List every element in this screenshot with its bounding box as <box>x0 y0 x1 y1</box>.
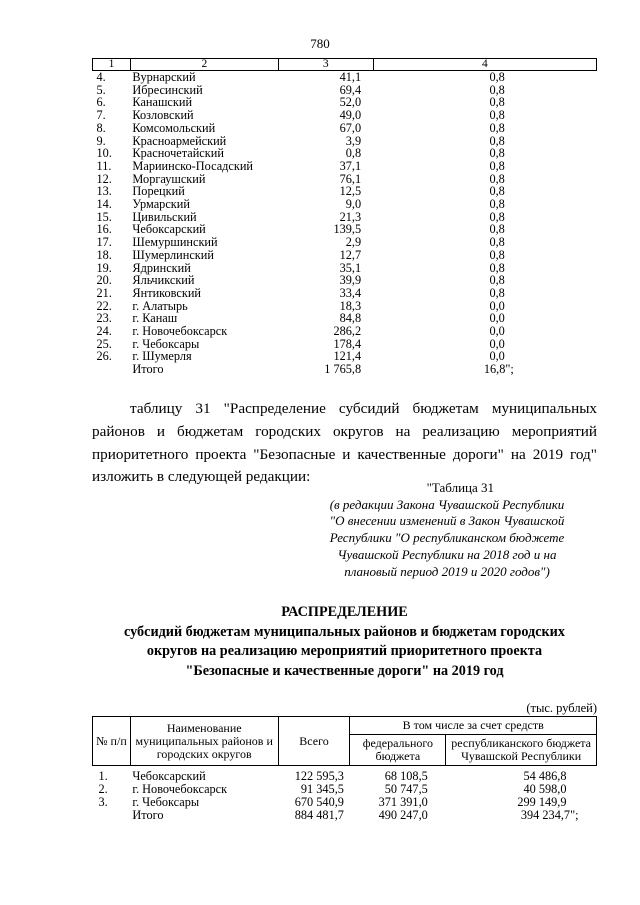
row-number: 15. <box>96 209 112 224</box>
header-republic: республиканского бюджета Чувашской Республики <box>446 735 597 766</box>
row-value: 2,9 <box>345 235 362 250</box>
table-editorial-note <box>300 480 594 580</box>
row-name: Моргаушский <box>132 171 206 186</box>
units-label: (тыс. рублей) <box>526 701 597 715</box>
row-name: Чебоксарский <box>132 769 206 783</box>
table-row <box>93 71 597 84</box>
total-percent: 16,8"; <box>483 362 514 377</box>
total-federal: 490 247,0 <box>378 808 428 822</box>
row-percent: 0,8 <box>489 82 505 97</box>
row-number: 2. <box>98 782 108 796</box>
total-label: Итого <box>132 362 164 377</box>
row-percent: 0,8 <box>489 235 505 250</box>
row-number: 19. <box>96 260 112 275</box>
row-number: 21. <box>96 285 112 300</box>
editorial-line: (в редакции Закона Чувашской Республики <box>329 496 565 512</box>
row-name: Ядринский <box>132 260 191 275</box>
table-row <box>93 109 597 122</box>
row-federal: 371 391,0 <box>378 795 428 809</box>
row-value: 76,1 <box>339 171 362 186</box>
row-federal: 68 108,5 <box>384 769 428 783</box>
heading-line: субсидий бюджетам муниципальных районов и бюджетам городских <box>124 623 565 640</box>
total-row <box>93 809 597 822</box>
row-percent-cell <box>373 173 596 186</box>
row-name: Комсомольский <box>132 120 216 135</box>
row-republic: 299 149,9 <box>517 795 567 809</box>
row-percent-cell <box>373 338 596 351</box>
row-percent: 0,8 <box>489 120 505 135</box>
total-total: 884 481,7 <box>294 808 344 822</box>
row-percent: 0,8 <box>489 171 505 186</box>
row-percent-cell <box>373 160 596 173</box>
row-percent-cell <box>373 223 596 236</box>
row-percent-cell <box>373 135 596 148</box>
table-row <box>93 249 597 262</box>
row-value: 286,2 <box>333 324 362 339</box>
continuation-table <box>92 58 597 376</box>
row-percent-cell <box>373 185 596 198</box>
table-row <box>93 325 597 338</box>
table-row <box>93 122 597 135</box>
row-number: 9. <box>96 133 106 148</box>
row-value: 33,4 <box>339 285 362 300</box>
column-number-2: 2 <box>130 59 278 71</box>
row-percent: 0,8 <box>489 146 505 161</box>
row-name: г. Чебоксары <box>132 336 200 351</box>
row-number: 26. <box>96 349 112 364</box>
table-row <box>93 766 597 784</box>
row-percent: 0,8 <box>489 184 505 199</box>
heading-line: округов на реализацию мероприятий приоритетного проекта <box>146 643 543 659</box>
header-funding-group: В том числе за счет средств <box>350 717 597 735</box>
row-total: 670 540,9 <box>294 795 344 809</box>
row-value: 12,5 <box>339 184 362 199</box>
row-percent: 0,8 <box>489 260 505 275</box>
row-name: Шемуршинский <box>132 235 218 250</box>
row-percent-cell <box>373 300 596 313</box>
total-percent-cell <box>373 363 596 376</box>
row-percent-cell <box>373 262 596 275</box>
row-value: 39,9 <box>339 273 362 288</box>
page-number: 780 <box>310 36 330 51</box>
row-number: 14. <box>96 197 112 212</box>
row-percent: 0,0 <box>489 311 505 326</box>
row-value: 121,4 <box>333 349 362 364</box>
row-name: Красноармейский <box>132 133 227 148</box>
table-heading <box>92 603 597 681</box>
heading-line: "Безопасные и качественные дороги" на 2019 год <box>185 662 504 679</box>
row-percent: 0,8 <box>489 95 505 110</box>
row-name: Чебоксарский <box>132 222 206 237</box>
row-value: 41,1 <box>339 70 362 84</box>
row-percent-cell <box>373 236 596 249</box>
row-number: 23. <box>96 311 112 326</box>
row-percent: 0,8 <box>489 108 505 123</box>
distribution-table <box>92 716 597 822</box>
row-number: 5. <box>96 82 106 97</box>
editorial-line: "О внесении изменений в Закон Чувашской <box>329 513 565 529</box>
row-value: 21,3 <box>339 209 362 224</box>
column-number-header <box>93 59 597 71</box>
row-percent-cell <box>373 96 596 109</box>
row-value: 12,7 <box>339 247 362 262</box>
row-percent: 0,8 <box>489 197 505 212</box>
row-republic: 54 486,8 <box>523 769 567 783</box>
total-republic: 394 234,7"; <box>520 808 579 822</box>
row-percent: 0,0 <box>489 349 505 364</box>
row-name: г. Шумерля <box>132 349 192 364</box>
row-name: Канашский <box>132 95 193 110</box>
row-percent: 0,8 <box>489 247 505 262</box>
editorial-line: плановый период 2019 и 2020 годов") <box>344 563 550 579</box>
row-value: 84,8 <box>339 311 362 326</box>
row-name: Урмарский <box>132 197 190 212</box>
row-percent-cell <box>373 211 596 224</box>
table-row <box>93 287 597 300</box>
amendment-paragraph: таблицу 31 "Распределение субсидий бюджетам муниципальных районов и бюджетам городских округов на реализацию мероприятий приоритетного проекта "Безопасные и качественные дороги" на 2019 год" изложить в следующей редакции: <box>92 400 597 486</box>
row-percent-cell <box>373 274 596 287</box>
row-name: Цивильский <box>132 209 197 224</box>
row-name: Яльчикский <box>132 273 195 288</box>
row-name: г. Чебоксары <box>132 795 200 809</box>
table-row <box>93 236 597 249</box>
row-value: 35,1 <box>339 260 362 275</box>
row-value: 3,9 <box>345 133 362 148</box>
row-percent: 0,8 <box>489 133 505 148</box>
table-number-label: "Таблица 31 <box>426 480 494 495</box>
total-value: 1 765,8 <box>324 362 362 377</box>
row-name: Янтиковский <box>132 285 201 300</box>
header-federal: федерального бюджета <box>350 735 446 766</box>
row-republic: 40 598,0 <box>523 782 567 796</box>
row-value: 49,0 <box>339 108 362 123</box>
row-name: г. Алатырь <box>132 298 188 313</box>
row-value: 178,4 <box>333 336 362 351</box>
row-value: 69,4 <box>339 82 362 97</box>
row-percent: 0,0 <box>489 336 505 351</box>
row-name: Ибресинский <box>132 82 203 97</box>
row-percent: 0,8 <box>489 222 505 237</box>
row-number: 8. <box>96 120 106 135</box>
row-percent-cell <box>373 147 596 160</box>
total-blank <box>93 809 131 822</box>
header-name: Наименование муниципальных районов и городских округов <box>130 717 278 766</box>
row-number: 6. <box>96 95 106 110</box>
row-total: 91 345,5 <box>300 782 344 796</box>
table-row <box>93 160 597 173</box>
table-row <box>93 198 597 211</box>
row-number: 3. <box>98 795 108 809</box>
row-total: 122 595,3 <box>294 769 344 783</box>
row-value: 139,5 <box>333 222 362 237</box>
row-number: 16. <box>96 222 112 237</box>
total-row <box>93 363 597 376</box>
row-number: 11. <box>96 158 112 173</box>
row-number: 13. <box>96 184 112 199</box>
row-number: 22. <box>96 298 112 313</box>
total-label: Итого <box>132 808 164 822</box>
header-total: Всего <box>278 717 350 766</box>
row-name: Красночетайский <box>132 146 224 161</box>
row-value: 37,1 <box>339 158 362 173</box>
row-percent-cell <box>373 84 596 97</box>
row-percent-cell <box>373 312 596 325</box>
row-federal: 50 747,5 <box>384 782 428 796</box>
row-percent-cell <box>373 198 596 211</box>
row-percent-cell <box>373 109 596 122</box>
row-percent: 0,8 <box>489 158 505 173</box>
row-name: г. Канаш <box>132 311 178 326</box>
editorial-line: Республики "О республиканском бюджете <box>329 530 565 546</box>
row-percent-cell <box>373 287 596 300</box>
row-number: 1. <box>98 769 108 783</box>
column-number-4: 4 <box>373 59 596 71</box>
row-percent: 0,8 <box>489 70 505 84</box>
row-number: 12. <box>96 171 112 186</box>
row-value: 52,0 <box>339 95 362 110</box>
row-name: Вурнарский <box>132 70 196 84</box>
row-name: Порецкий <box>132 184 185 199</box>
row-number: 10. <box>96 146 112 161</box>
header-number: № п/п <box>93 717 131 766</box>
editorial-line: Чувашской Республики на 2018 год и на <box>337 546 557 562</box>
row-name: г. Новочебоксарск <box>132 782 228 796</box>
row-percent-cell <box>373 122 596 135</box>
row-name: Козловский <box>132 108 194 123</box>
row-percent: 0,8 <box>489 209 505 224</box>
row-name: г. Новочебоксарск <box>132 324 228 339</box>
row-number: 7. <box>96 108 106 123</box>
row-percent-cell <box>373 71 596 84</box>
row-number: 24. <box>96 324 112 339</box>
row-number: 18. <box>96 247 112 262</box>
row-percent-cell <box>373 325 596 338</box>
row-value: 18,3 <box>339 298 362 313</box>
column-number-3: 3 <box>278 59 373 71</box>
row-value: 0,8 <box>345 146 362 161</box>
row-name: Шумерлинский <box>132 247 214 262</box>
total-blank <box>93 363 131 376</box>
heading-line: РАСПРЕДЕЛЕНИЕ <box>281 604 408 620</box>
row-number: 17. <box>96 235 112 250</box>
row-percent: 0,8 <box>489 285 505 300</box>
column-number-1: 1 <box>93 59 131 71</box>
row-percent-cell <box>373 249 596 262</box>
row-percent: 0,0 <box>489 298 505 313</box>
row-value: 9,0 <box>345 197 362 212</box>
row-number: 4. <box>96 70 106 84</box>
row-percent: 0,0 <box>489 324 505 339</box>
row-value: 67,0 <box>339 120 362 135</box>
row-number: 20. <box>96 273 112 288</box>
row-number: 25. <box>96 336 112 351</box>
row-name: Мариинско-Посадский <box>132 158 254 173</box>
row-percent: 0,8 <box>489 273 505 288</box>
